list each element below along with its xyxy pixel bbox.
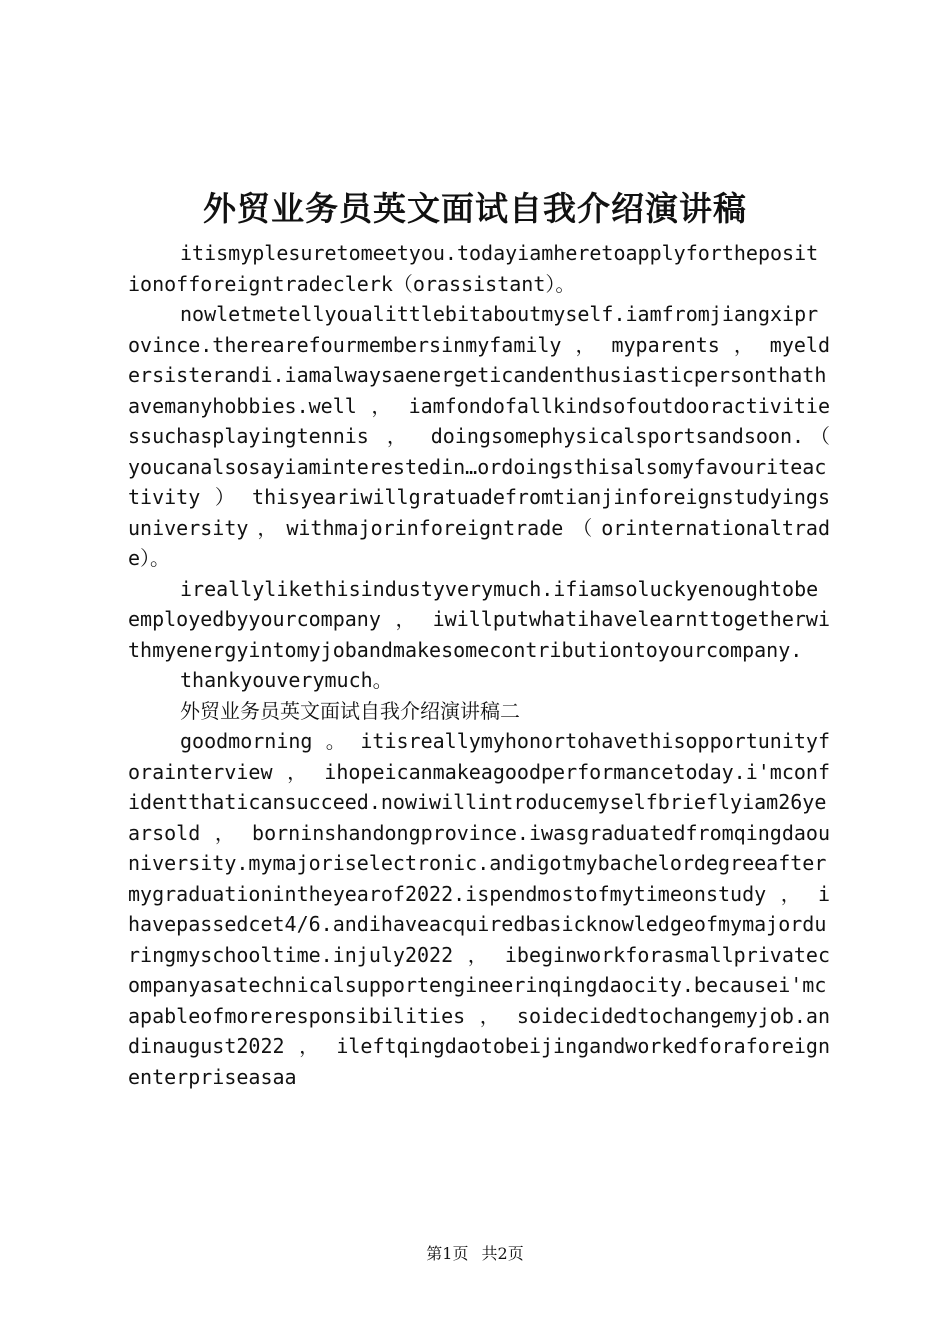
paragraph-about-myself: nowletmetellyoualittlebitaboutmyself.iamfromjiangxiprovince.therearefourmembersinmyfamily ， myparents ， myeldersisterandi.iamalwaysaenergeticandenthusiasticpersonthathavemanyhobbies.well ， iamfondofallkindsofoutdooractivitiessuchasplayingtennis ， doingsomephysicalsportsandsoon.（ youcanalsosayiaminterestedin…ordoingsthisalsomyfavouriteactivity ） thisyeariwillgratuadefromtianjinforeignstudyingsuniversity，withmajorinforeigntrade（orinternationaltrade）。	[128, 302, 830, 570]
paragraph-industry: ireallylikethisindustyverymuch.ifiamsoluckyenoughtobeemployedbyyourcompany ， iwillputwhatihavelearnttogetherwithmyenergyintomyjobandmakesomecontributiontoyourcompany.	[128, 576, 830, 662]
page-title: 外贸业务员英文面试自我介绍演讲稿	[203, 189, 747, 228]
page-number: 第1页	[426, 1244, 469, 1263]
page-total: 共2页	[481, 1244, 524, 1263]
section-heading-two: 外贸业务员英文面试自我介绍演讲稿二	[180, 698, 520, 723]
document-body	[128, 238, 830, 1092]
paragraph-second-speech: goodmorning 。 itisreallymyhonortohavethisopportunityforainterview ， ihopeicanmakeagoodperformancetoday.i'mconfidentthaticansucceed.nowiwillintroducemyselfbrieflyiam26yearsold ， borninshandongprovince.iwasgraduatedfromqingdaouniversity.mymajoriselectronic.andigotmybachelordegreeaftermygraduationintheyearof2022.ispendmostofmytimeonstudy ， ihavepassedcet4/6.andihaveacquiredbasicknowledgeofmymajorduringmyschooltime.injuly2022 ， ibeginworkforasmallprivatecompanyasatechnicalsupportengineerinqingdaocity.becausei'mcapableofmoreresponsibilities ， soidecidedtochangemyjob.andinaugust2022 ， ileftqingdaotobeijingandworkedforaforeignenterpriseasaa	[128, 729, 830, 1089]
page-footer	[0, 1243, 950, 1265]
paragraph-intro: itismyplesuretomeetyou.todayiamheretoapplyforthepositionofforeigntradeclerk（orassistant）。	[128, 241, 819, 296]
paragraph-thanks: thankyouverymuch。	[180, 668, 393, 692]
